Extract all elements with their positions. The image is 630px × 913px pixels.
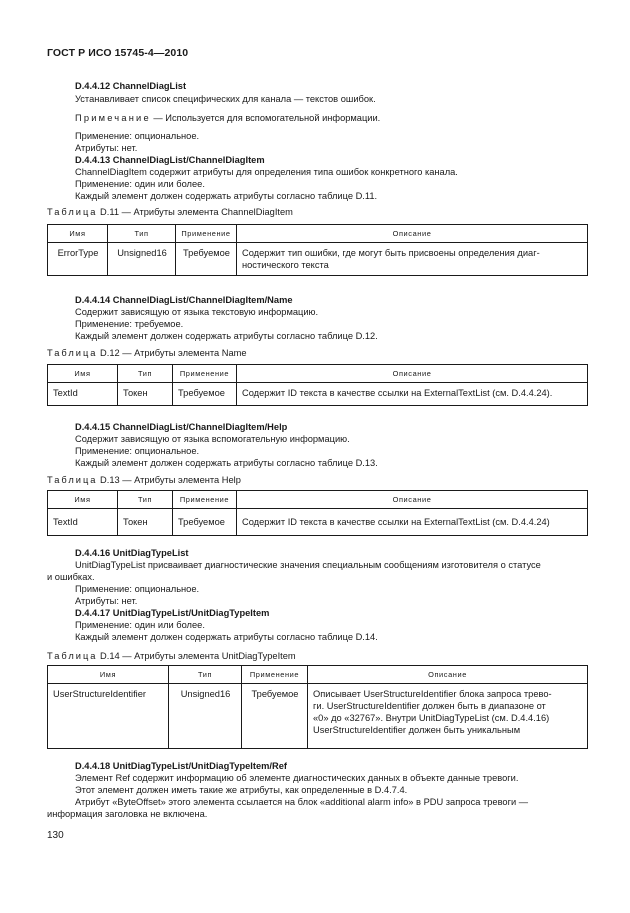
table-caption-d14	[47, 651, 296, 661]
desc-line: UserStructureIdentifier должен быть уникальным	[313, 725, 521, 735]
paragraph: Атрибуты: нет.	[75, 596, 138, 606]
section-title-d4418: D.4.4.18 UnitDiagTypeList/UnitDiagTypeItem/Ref	[75, 761, 287, 771]
table-caption-d11	[47, 207, 293, 217]
paragraph: Каждый элемент должен содержать атрибуты согласно таблице D.12.	[75, 331, 378, 341]
cell-type: Токен	[118, 383, 173, 406]
cell-name: TextId	[48, 509, 118, 536]
cell-usage: Требуемое	[242, 684, 308, 749]
table-d12	[47, 364, 588, 406]
page-header: ГОСТ Р ИСО 15745-4—2010	[47, 47, 189, 59]
cell-name: ErrorType	[48, 243, 108, 276]
paragraph: Применение: один или более.	[75, 179, 205, 189]
note-label: Примечание	[75, 113, 151, 123]
cell-usage: Требуемое	[176, 243, 237, 276]
column-header: Применение	[173, 491, 237, 509]
note-text: — Используется для вспомогательной информации.	[150, 113, 381, 123]
caption-text: D.13 — Атрибуты элемента Help	[97, 475, 241, 485]
desc-line: ги. UserStructureIdentifier должен быть в диапазоне от	[313, 701, 546, 711]
cell-type: Unsigned16	[169, 684, 242, 749]
paragraph: и ошибках.	[47, 572, 95, 582]
paragraph: Применение: один или более.	[75, 620, 205, 630]
caption-text: D.12 — Атрибуты элемента Name	[97, 348, 247, 358]
cell-name: UserStructureIdentifier	[48, 684, 169, 749]
paragraph: Этот элемент должен иметь такие же атрибуты, как определенные в D.4.7.4.	[75, 785, 408, 795]
desc-line: ностического текста	[242, 260, 329, 270]
section-title-d4413: D.4.4.13 ChannelDiagList/ChannelDiagItem	[75, 155, 265, 165]
column-header: Описание	[237, 491, 588, 509]
paragraph: Применение: опциональное.	[75, 446, 200, 456]
column-header: Имя	[48, 225, 108, 243]
section-title-d4414: D.4.4.14 ChannelDiagList/ChannelDiagItem/Name	[75, 295, 293, 305]
paragraph: ChannelDiagItem содержит атрибуты для определения типа ошибок конкретного канала.	[75, 167, 458, 177]
paragraph: Каждый элемент должен содержать атрибуты согласно таблице D.13.	[75, 458, 378, 468]
column-header: Тип	[108, 225, 176, 243]
cell-usage: Требуемое	[173, 509, 237, 536]
column-header: Имя	[48, 491, 118, 509]
paragraph: Применение: опциональное.	[75, 584, 200, 594]
paragraph: Содержит зависящую от языка текстовую информацию.	[75, 307, 319, 317]
column-header: Применение	[176, 225, 237, 243]
column-header: Описание	[237, 225, 588, 243]
column-header: Имя	[48, 666, 169, 684]
section-title-d4415: D.4.4.15 ChannelDiagList/ChannelDiagItem/Help	[75, 422, 288, 432]
table-caption-d13	[47, 475, 241, 485]
cell-description	[308, 684, 588, 749]
cell-usage: Требуемое	[173, 383, 237, 406]
column-header: Описание	[308, 666, 588, 684]
desc-line: Содержит тип ошибки, где могут быть присвоены определения диаг-	[242, 248, 540, 258]
table-caption-d12	[47, 348, 247, 358]
table-row	[48, 509, 588, 536]
paragraph: Применение: требуемое.	[75, 319, 184, 329]
paragraph: информация заголовка не включена.	[47, 809, 208, 819]
table-row	[48, 243, 588, 276]
page-number: 130	[47, 830, 64, 841]
column-header: Тип	[118, 491, 173, 509]
paragraph: Содержит зависящую от языка вспомогательную информацию.	[75, 434, 350, 444]
paragraph: Каждый элемент должен содержать атрибуты согласно таблице D.11.	[75, 191, 378, 201]
table-row	[48, 684, 588, 749]
cell-description	[237, 243, 588, 276]
cell-name: TextId	[48, 383, 118, 406]
section-title-d4412: D.4.4.12 ChannelDiagList	[75, 81, 187, 91]
caption-text: D.14 — Атрибуты элемента UnitDiagTypeItem	[97, 651, 296, 661]
paragraph: Устанавливает список специфических для канала — текстов ошибок.	[75, 94, 376, 104]
paragraph: Применение: опциональное.	[75, 131, 200, 141]
caption-label: Таблица	[47, 348, 98, 358]
section-title-d4416: D.4.4.16 UnitDiagTypeList	[75, 548, 189, 558]
paragraph: Атрибуты: нет.	[75, 143, 138, 153]
caption-label: Таблица	[47, 475, 98, 485]
table-d13	[47, 490, 588, 536]
caption-text: D.11 — Атрибуты элемента ChannelDiagItem	[97, 207, 293, 217]
cell-type: Unsigned16	[108, 243, 176, 276]
column-header: Применение	[173, 365, 237, 383]
paragraph: Элемент Ref содержит информацию об элементе диагностических данных в объекте данные тревоги.	[75, 773, 519, 783]
paragraph: Каждый элемент должен содержать атрибуты согласно таблице D.14.	[75, 632, 378, 642]
desc-line: «0» до «32767». Внутри UnitDiagTypeList (см. D.4.4.16)	[313, 713, 550, 723]
table-row	[48, 383, 588, 406]
column-header: Имя	[48, 365, 118, 383]
paragraph: Атрибут «ByteOffset» этого элемента ссылается на блок «additional alarm info» в PDU запроса тревоги —	[75, 797, 529, 807]
section-title-d4417: D.4.4.17 UnitDiagTypeList/UnitDiagTypeItem	[75, 608, 270, 618]
cell-type: Токен	[118, 509, 173, 536]
column-header: Применение	[242, 666, 308, 684]
column-header: Тип	[118, 365, 173, 383]
caption-label: Таблица	[47, 651, 98, 661]
desc-line: Описывает UserStructureIdentifier блока запроса трево-	[313, 689, 552, 699]
column-header: Тип	[169, 666, 242, 684]
table-d14	[47, 665, 588, 749]
column-header: Описание	[237, 365, 588, 383]
cell-description: Содержит ID текста в качестве ссылки на ExternalTextList (см. D.4.4.24)	[237, 509, 588, 536]
caption-label: Таблица	[47, 207, 98, 217]
cell-description: Содержит ID текста в качестве ссылки на ExternalTextList (см. D.4.4.24).	[237, 383, 588, 406]
note	[75, 112, 380, 124]
paragraph: UnitDiagTypeList присваивает диагностические значения специальным сообщениям изготовителя о статусе	[75, 560, 541, 570]
table-d11	[47, 224, 588, 276]
